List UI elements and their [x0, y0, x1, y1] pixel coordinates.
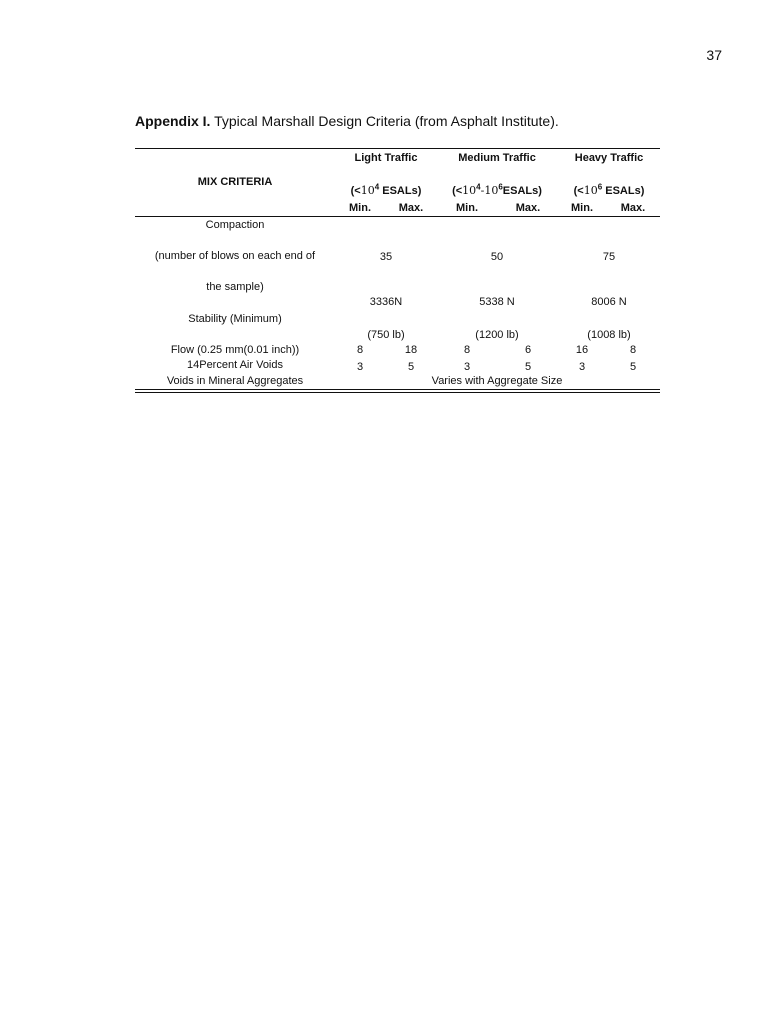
heavy-esal: ($<10^6$ ESALs)	[573, 182, 645, 197]
table-caption	[135, 113, 559, 129]
row-header-title: MIX CRITERIA	[197, 176, 273, 188]
caption-label: Appendix I.	[135, 113, 211, 129]
flow-light-min: 8	[356, 344, 364, 356]
air-voids-light-min: 3	[356, 361, 364, 373]
compaction-light: 35	[379, 251, 393, 263]
flow-heavy-max: 8	[629, 344, 637, 356]
stability-heavy-n: 8006 N	[591, 296, 627, 308]
air-voids-heavy-max: 5	[629, 361, 637, 373]
compaction-label: Compaction	[205, 219, 265, 231]
stability-light-lb: (750 lb)	[367, 329, 405, 341]
air-voids-medium-min: 3	[463, 361, 471, 373]
air-voids-light-max: 5	[407, 361, 415, 373]
stability-medium-lb: (1200 lb)	[475, 329, 519, 341]
vma-value: Varies with Aggregate Size	[431, 375, 563, 387]
stability-label: Stability (Minimum)	[188, 313, 282, 325]
heavy-min-label: Min.	[571, 202, 593, 214]
flow-light-max: 18	[404, 344, 418, 356]
air-voids-label: 14Percent Air Voids	[186, 359, 284, 371]
light-traffic-header: Light Traffic	[354, 152, 418, 164]
compaction-medium: 50	[490, 251, 504, 263]
flow-heavy-min: 16	[575, 344, 589, 356]
heavy-max-label: Max.	[620, 202, 646, 214]
stability-light-n: 3336N	[369, 296, 403, 308]
light-esal: ($<10^4$ ESALs)	[350, 182, 422, 197]
compaction-heavy: 75	[602, 251, 616, 263]
medium-esal: $(<10^4-10^6ESALs)$	[452, 182, 542, 197]
compaction-label-line3: the sample)	[206, 281, 264, 293]
stability-medium-n: 5338 N	[479, 296, 515, 308]
flow-label: Flow (0.25 mm(0.01 inch))	[170, 344, 300, 356]
medium-traffic-header: Medium Traffic	[458, 152, 536, 164]
medium-min-label: Min.	[456, 202, 478, 214]
medium-max-label: Max.	[515, 202, 541, 214]
header-rule	[135, 216, 660, 217]
air-voids-heavy-min: 3	[578, 361, 586, 373]
compaction-label-line2: (number of blows on each end of	[154, 250, 316, 262]
air-voids-medium-max: 5	[524, 361, 532, 373]
flow-medium-min: 8	[463, 344, 471, 356]
table-bottom-rule-2	[135, 392, 660, 393]
page-number: 37	[706, 47, 722, 63]
marshall-criteria-table	[135, 148, 660, 393]
vma-label: Voids in Mineral Aggregates	[166, 375, 304, 387]
heavy-traffic-header: Heavy Traffic	[574, 152, 644, 164]
flow-medium-max: 6	[524, 344, 532, 356]
table-bottom-rule-1	[135, 389, 660, 390]
caption-text: Typical Marshall Design Criteria (from Asphalt Institute).	[210, 113, 559, 129]
light-min-label: Min.	[349, 202, 371, 214]
light-max-label: Max.	[398, 202, 424, 214]
stability-heavy-lb: (1008 lb)	[587, 329, 631, 341]
table-top-rule	[135, 148, 660, 149]
